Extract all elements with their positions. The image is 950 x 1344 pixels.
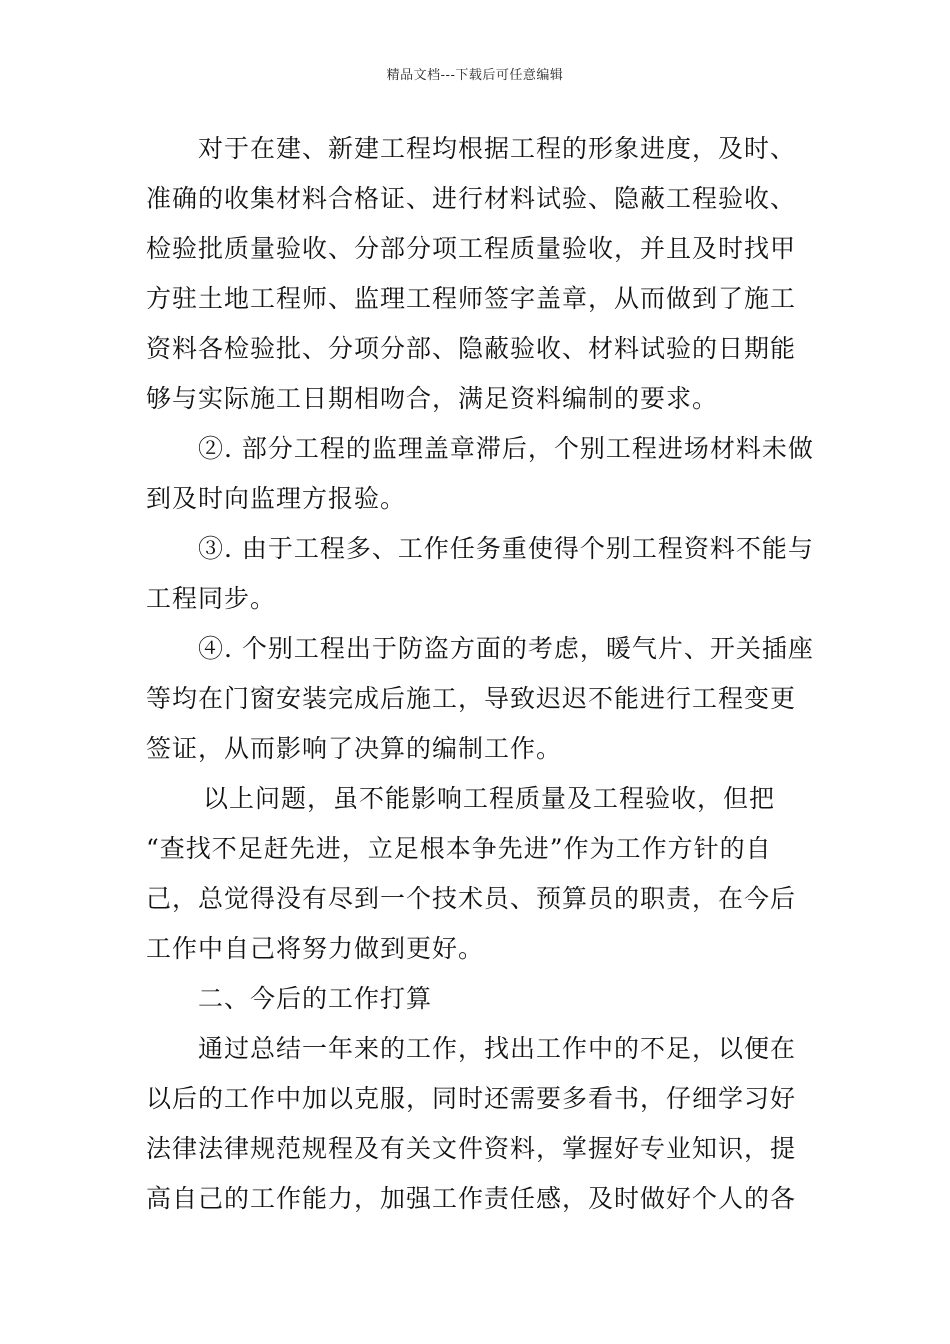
body-line: 法律法律规范规程及有关文件资料，掌握好专业知识，提 — [146, 1134, 797, 1163]
body-line: 够与实际施工日期相吻合，满足资料编制的要求。 — [146, 384, 719, 413]
body-line: ③. 由于工程多、工作任务重使得个别工程资料不能与 — [198, 534, 814, 563]
body-line: 己，总觉得没有尽到一个技术员、预算员的职责，在今后 — [146, 884, 797, 913]
body-line: 准确的收集材料合格证、进行材料试验、隐蔽工程验收、 — [146, 184, 797, 213]
body-line: 到及时向监理方报验。 — [146, 484, 407, 513]
body-line: 方驻土地工程师、监理工程师签字盖章，从而做到了施工 — [146, 284, 797, 313]
page-header: 精品文档---下载后可任意编辑 — [386, 68, 564, 83]
body-line: 等均在门窗安装完成后施工，导致迟迟不能进行工程变更 — [146, 684, 797, 713]
body-line: 签证，从而影响了决算的编制工作。 — [146, 734, 563, 763]
body-line: “查找不足赶先进，立足根本争先进”作为工作方针的自 — [146, 834, 772, 863]
body-line: 工作中自己将努力做到更好。 — [146, 934, 485, 963]
body-line: 通过总结一年来的工作，找出工作中的不足，以便在 — [198, 1034, 797, 1063]
document-body — [146, 124, 814, 1224]
section-heading: 二、今后的工作打算 — [198, 984, 433, 1013]
body-line: 检验批质量验收、分部分项工程质量验收，并且及时找甲 — [146, 234, 797, 263]
body-line: 资料各检验批、分项分部、隐蔽验收、材料试验的日期能 — [146, 334, 797, 363]
body-line: 以上问题，虽不能影响工程质量及工程验收，但把 — [203, 784, 776, 813]
body-line: 以后的工作中加以克服，同时还需要多看书，仔细学习好 — [146, 1084, 797, 1113]
body-line: 工程同步。 — [146, 584, 277, 613]
body-line: ④. 个别工程出于防盗方面的考虑，暖气片、开关插座 — [198, 634, 814, 663]
body-line: 高自己的工作能力，加强工作责任感，及时做好个人的各 — [146, 1184, 797, 1213]
body-line: 对于在建、新建工程均根据工程的形象进度，及时、 — [198, 134, 797, 163]
body-line: ②. 部分工程的监理盖章滞后，个别工程进场材料未做 — [198, 434, 814, 463]
